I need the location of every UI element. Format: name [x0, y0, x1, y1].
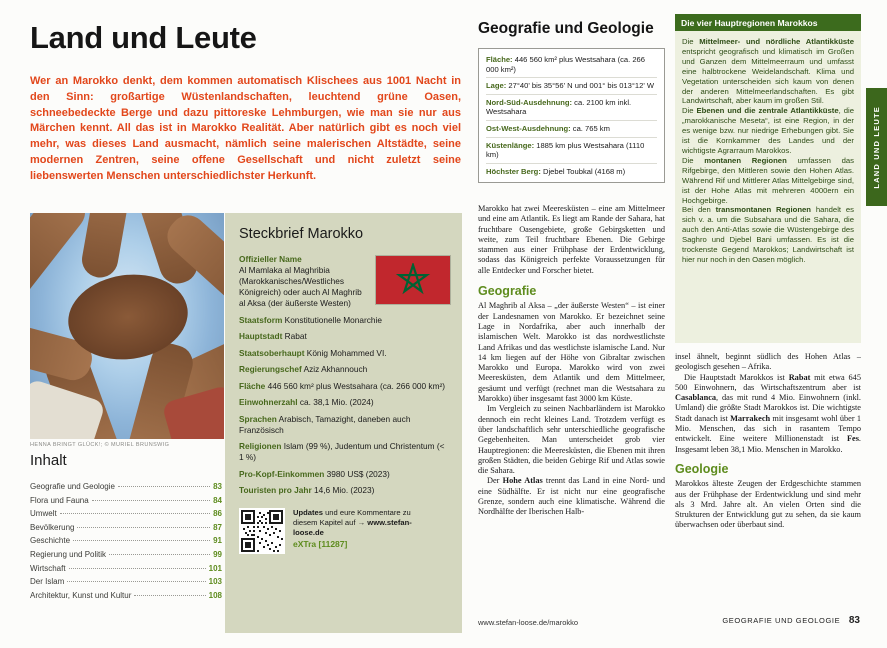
steckbrief-field: Staatsform Konstitutionelle Monarchie: [239, 314, 382, 325]
toc-item-label: Bevölkerung: [30, 522, 75, 532]
toc-item-page: 87: [213, 522, 222, 532]
table-of-contents: [30, 452, 222, 604]
updates-block: [239, 508, 450, 554]
toc-dots: [92, 500, 210, 501]
footer-section: [722, 615, 860, 626]
toc-item-label: Der Islam: [30, 577, 65, 587]
toc-item-page: 103: [208, 577, 222, 587]
toc-item-page: 101: [208, 563, 222, 573]
toc-item-page: 108: [208, 590, 222, 600]
toc-dots: [60, 513, 210, 514]
steckbrief-field: Regierungschef Aziz Akhannouch: [239, 364, 368, 374]
steckbrief-field: Fläche 446 560 km² plus Westsahara (ca. 266 000 km²): [239, 380, 445, 391]
infobox-row: Küstenlänge: 1885 km plus Westsahara (1110 km): [486, 138, 657, 164]
chapter-title: Land und Leute: [30, 20, 257, 55]
photo-arm: [79, 213, 133, 280]
body-paragraph: Der Hohe Atlas trennt das Land in eine Nord- und eine Südhälfte. Er ist nicht nur eine geografische Grenze, sondern auch eine klimatische. Während die Nordhälfte der Iberischen Halb-: [478, 476, 665, 517]
body-paragraph: Marokkos älteste Zeugen der Erdgeschichte stammen aus der Frühphase der Erdentwicklung und sind mehr als 3 Mrd. Jahre alt. An vielen Orten sind die Strukturen der Entwicklung gut zu sehen, da sie kaum überwachsen oder überbaut sind.: [675, 479, 861, 530]
footer-section-label: GEOGRAFIE UND GEOLOGIE: [722, 616, 841, 625]
toc-heading: Inhalt: [30, 452, 67, 469]
toc-item: [30, 523, 222, 532]
side-text-column: [675, 352, 861, 610]
chapter-edge-tab: [866, 88, 887, 206]
toc-dots: [67, 581, 205, 582]
toc-item-label: Architektur, Kunst und Kultur: [30, 590, 132, 600]
infobox-row: Lage: 27°40' bis 35°56' N und 001° bis 013°12' W: [486, 78, 657, 95]
pentagram-star-icon: [395, 263, 431, 297]
toc-item: [30, 482, 222, 491]
updates-note-text: Updates und eure Kommentare zu diesem Kapitel auf → www.stefan-loose.de: [293, 508, 412, 537]
hauptregionen-box-body: [675, 31, 861, 343]
infobox-row: Höchster Berg: Djebel Toubkal (4168 m): [486, 166, 626, 176]
toc-dots: [69, 568, 206, 569]
facts-infobox: [478, 48, 665, 183]
infobox-row: Fläche: 446 560 km² plus Westsahara (ca. 266 000 km²): [486, 52, 657, 78]
body-paragraph: Al Maghrib al Aksa – „der äußerste Westen“ – ist einer der Landesnamen von Marokko. Er bezeichnet seine Lage in Nordafrika, aber auch innerhalb der islamischen Welt. Marokko ist das nordwestlichste Land Afrikas und das westlichste islamische Land. Nur 14 km liegen auf der Höhe von Gibraltar zwischen Marokko und Europa. Marokko wird von zwei Meeresküsten, dem Atlantik und dem Mittelmeer, gesäumt und verfügt (rechnet man die Westsahara zu Marokko) über insgesamt fast 3000 km Küste.: [478, 301, 665, 404]
toc-dots: [134, 595, 205, 596]
steckbrief-box: [225, 213, 462, 633]
toc-dots: [109, 554, 210, 555]
toc-item-label: Geografie und Geologie: [30, 482, 115, 491]
footer-page-number: 83: [848, 615, 860, 626]
toc-item-page: 83: [213, 482, 222, 491]
steckbrief-title: Steckbrief Marokko: [239, 226, 364, 242]
hauptregionen-box: [675, 14, 861, 343]
qr-code: [239, 508, 285, 554]
steckbrief-field: Pro-Kopf-Einkommen 3980 US$ (2023): [239, 468, 390, 479]
steckbrief-field: Hauptstadt Rabat: [239, 331, 307, 341]
steckbrief-field: Religionen Islam (99 %), Judentum und Christentum (< 1 %): [239, 441, 445, 462]
toc-item: [30, 577, 222, 586]
henna-hands-photo: [30, 213, 224, 439]
toc-item: [30, 564, 222, 573]
hauptregionen-box-title: Die vier Hauptregionen Marokkos: [675, 14, 861, 31]
geografie-heading: Geografie: [478, 284, 537, 299]
morocco-flag: [376, 256, 450, 304]
region-paragraph: Bei den transmontanen Regionen handelt es sich v. a. um die Subsahara und die Sahara, die auch den Anti-Atlas sowie die Wüstengebirge des Saghro und Djebel Bani umfassen. Es ist die trockenste Gegend Marokkos; Landwirtschaft ist hier nur noch in den Oasen möglich.: [682, 205, 854, 264]
main-text-column: [478, 204, 665, 610]
qr-code-image: [241, 510, 283, 552]
geologie-heading: Geologie: [675, 461, 729, 476]
chapter-intro: Wer an Marokko denkt, dem kommen automatisch Klischees aus 1001 Nacht in den Sinn: großartige Wüstenlandschaften, leuchtend grüne Oasen, schneebedeckte Berge und dazu pittoreske Lehmburgen, wie man sie nur aus Märchen kennt. All das ist in Marokko Realität. Aber natürlich gibt es noch viel mehr, was dieses Land ausmacht, nämlich seine malerischen Altstädte, seine modernen Zentren, seine offene Gesellschaft und nicht zuletzt seine liebenswerten Menschen unterschiedlichster Herkunft.: [30, 75, 461, 182]
body-paragraph: Im Vergleich zu seinen Nachbarländern ist Marokko dennoch ein recht kleines Land. Trotzdem verfügt es über landschaftlich sehr unterschiedliche geografische Gegebenheiten. Man unterscheidet grob vier Hauptregionen: die Meeresküsten, die Ebenen mit ihren großen Städten, die beiden Gebirge Rif und Atlas sowie die Sahara.: [478, 404, 665, 476]
toc-item: [30, 496, 222, 505]
toc-item-label: Geschichte: [30, 536, 71, 546]
infobox-row: Nord-Süd-Ausdehnung: ca. 2100 km inkl. Westsahara: [486, 95, 657, 121]
toc-item: [30, 509, 222, 518]
body-paragraph: insel ähnelt, beginnt südlich des Hohen Atlas – geologisch gesehen – Afrika.: [675, 352, 861, 372]
toc-item: [30, 591, 222, 600]
toc-item-label: Regierung und Politik: [30, 549, 107, 559]
intro-paragraph: Marokko hat zwei Meeresküsten – eine am Mittelmeer und eine am Atlantik. Es liegt am Rande der Sahara, hat fruchtbare Oasengebiete, große Gebirgsketten und weite, zum Teil fruchtbare Ebenen. Die Gebirge stammen aus einer Frühphase der Erdentwicklung, sodass das Königreich perfekte Voraussetzungen für alle Entdecker und Forscher bietet.: [478, 204, 665, 275]
toc-item-page: 91: [213, 536, 222, 546]
toc-item-label: Umwelt: [30, 509, 57, 519]
region-paragraph: Die montanen Regionen umfassen das Rifgebirge, den Mittleren sowie den Hohen Atlas. Während Rif und Mittlerer Atlas Mittelgebirge sind, ist der Hohe Atlas mit mehreren 4000ern ein Hochgebirge.: [682, 155, 854, 205]
steckbrief-field: Sprachen Arabisch, Tamazight, daneben auch Französisch: [239, 413, 411, 435]
infobox-row: Ost-West-Ausdehnung: ca. 765 km: [486, 121, 657, 138]
edge-tab-label: LAND UND LEUTE: [872, 105, 881, 189]
toc-item-page: 99: [213, 549, 222, 559]
toc-dots: [77, 527, 210, 528]
toc-item-page: 86: [213, 509, 222, 519]
extra-code: eXTra [11287]: [293, 539, 348, 550]
steckbrief-field: Einwohnerzahl ca. 38,1 Mio. (2024): [239, 397, 374, 407]
toc-item: [30, 536, 222, 545]
toc-dots: [73, 540, 210, 541]
toc-item-label: Flora und Fauna: [30, 495, 89, 505]
toc-item: [30, 550, 222, 559]
region-paragraph: Die Mittelmeer- und nördliche Atlantikküste entspricht geografisch und klimatisch im Großen und Ganzen dem Mittelmeerraum und umfasst eine halbtrockene Weidelandschaft. Klima und Vegetation unterscheiden sich kaum von denen der anderen Mittelmeerlandschaften. Es gibt Landwirtschaft, aber kaum im großen Stil.: [682, 37, 854, 106]
steckbrief-field: Staatsoberhaupt König Mohammed VI.: [239, 347, 387, 358]
region-paragraph: Die Ebenen und die zentrale Atlantikküste, die „marokkanische Meseta“, ist eine Region, in der es wenige bzw. nur niedrige Erhebungen gibt. Sie ist die Kornkammer des Landes und der wichtigste Agrarraum Marokkos.: [682, 106, 854, 155]
toc-dots: [118, 486, 210, 487]
footer-url: www.stefan-loose.de/marokko: [478, 618, 579, 627]
body-paragraph: Die Hauptstadt Marokkos ist Rabat mit etwa 645 500 Einwohnern, das Wirtschaftszentrum aber ist Casablanca, das mit rund 4 Mio. Einwohnern (inkl. Umland) die größte Stadt Marokkos ist. Die wichtigste Stadt danach ist Marrakech mit insgesamt wohl über 1 Mio. Menschen, das sich in rasantem Tempo entwickelt. Eine weitere Millionenstadt ist Fes. Insgesamt leben 38,1 Mio. Menschen in Marokko.: [675, 372, 861, 454]
steckbrief-field: Offizieller Name Al Mamlaka al Maghribia (Marokkanisches/Westliches Königreich) oder auch Al Maghrib al Aksa (der äußerste Westen): [239, 254, 362, 308]
section-title: Geografie und Geologie: [478, 20, 654, 37]
toc-item-page: 84: [213, 495, 222, 505]
steckbrief-field: Touristen pro Jahr 14,6 Mio. (2023): [239, 485, 375, 495]
toc-item-label: Wirtschaft: [30, 563, 66, 573]
updates-note: [293, 508, 423, 554]
photo-caption: HENNA BRINGT GLÜCK!; © MURIEL BRUNSWIG: [30, 442, 170, 448]
